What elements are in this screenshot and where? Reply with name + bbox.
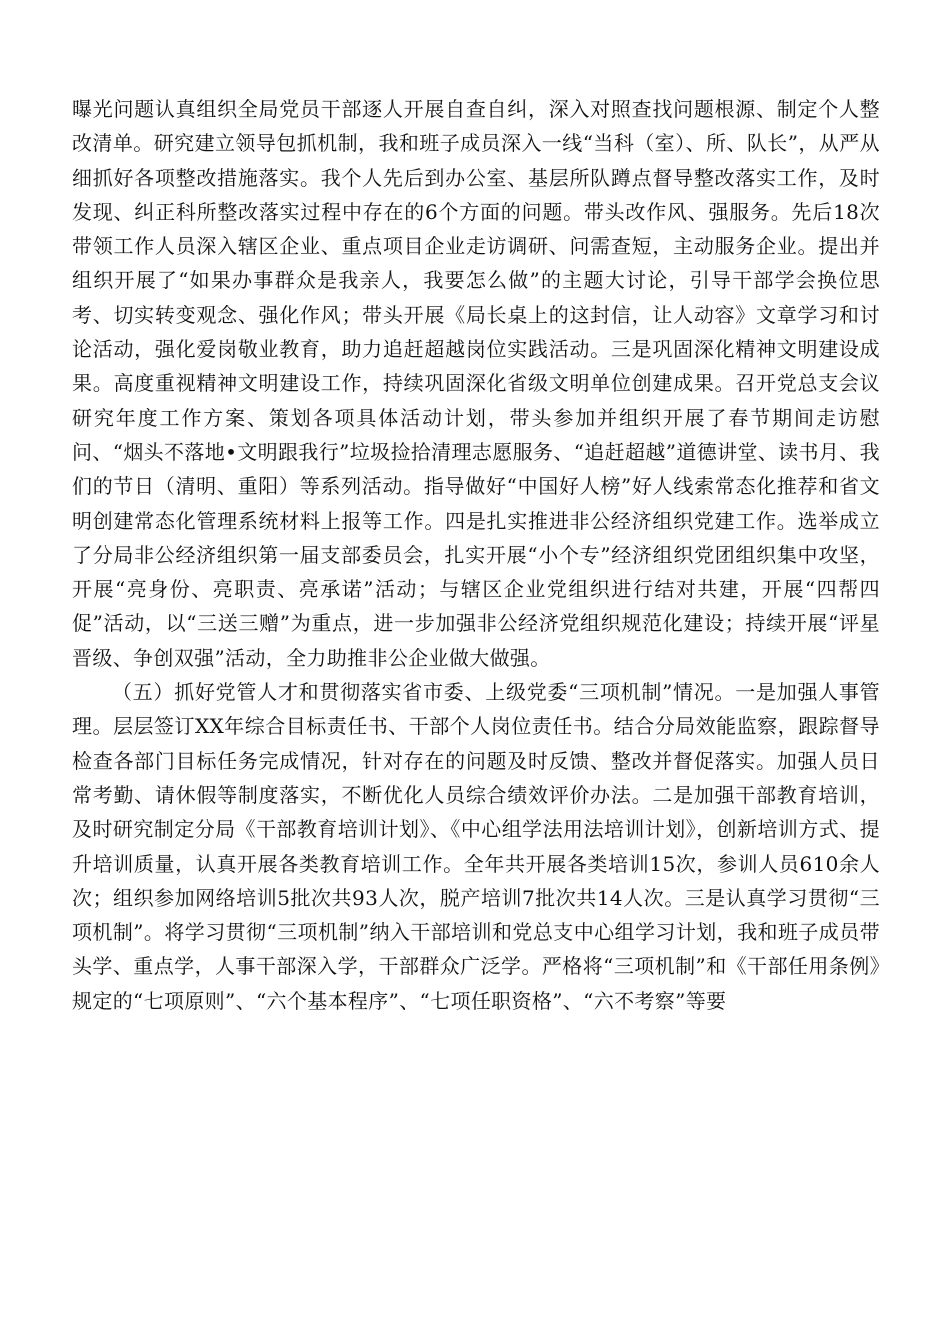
paragraph-continued: 曝光问题认真组织全局党员干部逐人开展自查自纠，深入对照查找问题根源、制定个人整改清单。研究建立领导包抓机制，我和班子成员深入一线“当科（室）、所、队长”，从严从细抓好各项整改措施落实。我个人先后到办公室、基层所队蹲点督导整改落实工作，及时发现、纠正科所整改落实过程中存在的6个方面的问题。带头改作风、强服务。先后18次带领工作人员深入辖区企业、重点项目企业走访调研、问需查短，主动服务企业。提出并组织开展了“如果办事群众是我亲人，我要怎么做”的主题大讨论，引导干部学会换位思考、切实转变观念、强化作风；带头开展《局长桌上的这封信，让人动容》文章学习和讨论活动，强化爱岗敬业教育，助力追赶超越岗位实践活动。三是巩固深化精神文明建设成果。高度重视精神文明建设工作，持续巩固深化省级文明单位创建成果。召开党总支会议研究年度工作方案、策划各项具体活动计划，带头参加并组织开展了春节期间走访慰问、“烟头不落地•文明跟我行”垃圾捡拾清理志愿服务、“追赶超越”道德讲堂、读书月、我们的节日（清明、重阳）等系列活动。指导做好“中国好人榜”好人线索常态化推荐和省文明创建常态化管理系统材料上报等工作。四是扎实推进非公经济组织党建工作。选举成立了分局非公经济组织第一届支部委员会，扎实开展“小个专”经济组织党团组织集中攻坚，开展“亮身份、亮职责、亮承诺”活动；与辖区企业党组织进行结对共建，开展“四帮四促”活动，以“三送三赠”为重点，进一步加强非公经济党组织规范化建设；持续开展“评星晋级、争创双强”活动，全力助推非公企业做大做强。 [72, 97, 880, 670]
paragraph-section-five: （五）抓好党管人才和贯彻落实省市委、上级党委“三项机制”情况。一是加强人事管理。层层签订XX年综合目标责任书、干部个人岗位责任书。结合分局效能监察，跟踪督导检查各部门目标任务完成情况，针对存在的问题及时反馈、整改并督促落实。加强人员日常考勤、请休假等制度落实，不断优化人员综合绩效评价办法。二是加强干部教育培训，及时研究制定分局《干部教育培训计划》、《中心组学法用法培训计划》，创新培训方式、提升培训质量，认真开展各类教育培训工作。全年共开展各类培训15次，参训人员610余人次；组织参加网络培训5批次共93人次，脱产培训7批次共14人次。三是认真学习贯彻“三项机制”。将学习贯彻“三项机制”纳入干部培训和党总支中心组学习计划，我和班子成员带头学、重点学，人事干部深入学，干部群众广泛学。严格将“三项机制”和《干部任用条例》规定的“七项原则”、“六个基本程序”、“七项任职资格”、“六不考察”等要 [72, 680, 880, 1013]
document-body [72, 92, 880, 1018]
